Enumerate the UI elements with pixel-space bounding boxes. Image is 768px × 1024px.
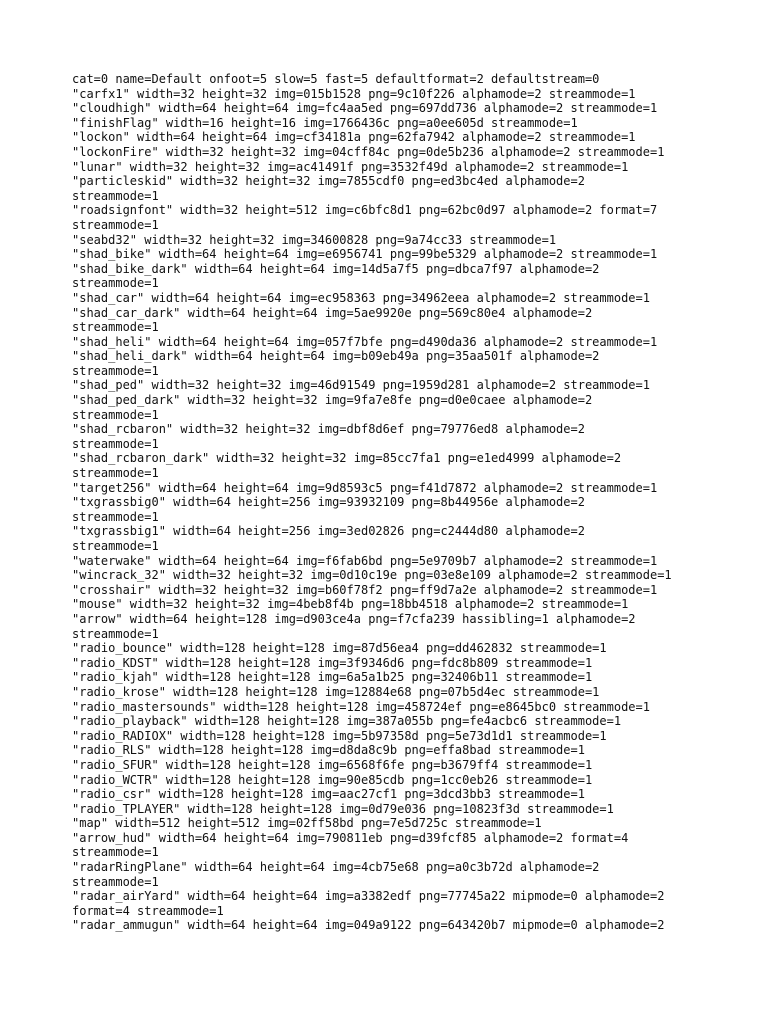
text-line: "radio_krose" width=128 height=128 img=12884e68 png=07b5d4ec streammode=1 xyxy=(72,684,600,699)
text-line: "lunar" width=32 height=32 img=ac41491f png=3532f49d alphamode=2 streammode=1 xyxy=(72,159,629,174)
text-line: streammode=1 xyxy=(72,845,159,860)
text-line: "finishFlag" width=16 height=16 img=1766436c png=a0ee605d streammode=1 xyxy=(72,115,578,130)
text-line: "radio_WCTR" width=128 height=128 img=90e85cdb png=1cc0eb26 streammode=1 xyxy=(72,772,593,787)
text-line: "roadsignfont" width=32 height=512 img=c6bfc8d1 png=62bc0d97 alphamode=2 format=7 xyxy=(72,203,658,218)
text-line: streammode=1 xyxy=(72,363,159,378)
text-line: "shad_bike_dark" width=64 height=64 img=14d5a7f5 png=dbca7f97 alphamode=2 xyxy=(72,261,600,276)
text-line: "target256" width=64 height=64 img=9d8593c5 png=f41d7872 alphamode=2 streammode=1 xyxy=(72,480,658,495)
text-line: "radar_airYard" width=64 height=64 img=a3382edf png=77745a22 mipmode=0 alphamode=2 xyxy=(72,889,665,904)
text-line: "shad_rcbaron_dark" width=32 height=32 img=85cc7fa1 png=e1ed4999 alphamode=2 xyxy=(72,451,622,466)
text-line: "cloudhigh" width=64 height=64 img=fc4aa5ed png=697dd736 alphamode=2 streammode=1 xyxy=(72,101,658,116)
text-line: streammode=1 xyxy=(72,276,159,291)
text-line: "crosshair" width=32 height=32 img=b60f78f2 png=ff9d7a2e alphamode=2 streammode=1 xyxy=(72,582,658,597)
text-line: "shad_ped" width=32 height=32 img=46d91549 png=1959d281 alphamode=2 streammode=1 xyxy=(72,378,650,393)
text-line: "wincrack_32" width=32 height=32 img=0d10c19e png=03e8e109 alphamode=2 streammode=1 xyxy=(72,568,672,583)
text-line: "mouse" width=32 height=32 img=4beb8f4b png=18bb4518 alphamode=2 streammode=1 xyxy=(72,597,629,612)
text-line: "shad_rcbaron" width=32 height=32 img=dbf8d6ef png=79776ed8 alphamode=2 xyxy=(72,422,585,437)
text-line: cat=0 name=Default onfoot=5 slow=5 fast=5 defaultformat=2 defaultstream=0 xyxy=(72,72,600,86)
text-line: streammode=1 xyxy=(72,466,159,481)
document-text xyxy=(72,72,752,933)
text-line: "radarRingPlane" width=64 height=64 img=4cb75e68 png=a0c3b72d alphamode=2 xyxy=(72,860,600,875)
text-line: "radio_kjah" width=128 height=128 img=6a5a1b25 png=32406b11 streammode=1 xyxy=(72,670,593,685)
text-line: streammode=1 xyxy=(72,436,159,451)
text-line: "lockonFire" width=32 height=32 img=04cff84c png=0de5b236 alphamode=2 streammode=1 xyxy=(72,144,665,159)
text-line: "radio_bounce" width=128 height=128 img=87d56ea4 png=dd462832 streammode=1 xyxy=(72,641,607,656)
text-line: "shad_car_dark" width=64 height=64 img=5ae9920e png=569c80e4 alphamode=2 xyxy=(72,305,593,320)
text-line: streammode=1 xyxy=(72,217,159,232)
text-line: streammode=1 xyxy=(72,407,159,422)
text-line: "radio_csr" width=128 height=128 img=aac27cf1 png=3dcd3bb3 streammode=1 xyxy=(72,787,585,802)
text-line: "shad_ped_dark" width=32 height=32 img=9fa7e8fe png=d0e0caee alphamode=2 xyxy=(72,393,593,408)
text-line: format=4 streammode=1 xyxy=(72,903,224,918)
text-line: "arrow_hud" width=64 height=64 img=790811eb png=d39fcf85 alphamode=2 format=4 xyxy=(72,830,629,845)
text-line: "radio_RADIOX" width=128 height=128 img=5b97358d png=5e73d1d1 streammode=1 xyxy=(72,728,607,743)
text-line: "lockon" width=64 height=64 img=cf34181a png=62fa7942 alphamode=2 streammode=1 xyxy=(72,130,636,145)
text-line: "txgrassbig1" width=64 height=256 img=3ed02826 png=c2444d80 alphamode=2 xyxy=(72,524,585,539)
text-line: "txgrassbig0" width=64 height=256 img=93932109 png=8b44956e alphamode=2 xyxy=(72,495,585,510)
text-line: "waterwake" width=64 height=64 img=f6fab6bd png=5e9709b7 alphamode=2 streammode=1 xyxy=(72,553,658,568)
text-line: "seabd32" width=32 height=32 img=34600828 png=9a74cc33 streammode=1 xyxy=(72,232,557,247)
text-line: streammode=1 xyxy=(72,188,159,203)
text-line: "radar_ammugun" width=64 height=64 img=049a9122 png=643420b7 mipmode=0 alphamode=2 xyxy=(72,918,665,933)
text-line: "shad_bike" width=64 height=64 img=e6956741 png=99be5329 alphamode=2 streammode=1 xyxy=(72,247,658,262)
text-line: streammode=1 xyxy=(72,874,159,889)
text-line: "map" width=512 height=512 img=02ff58bd png=7e5d725c streammode=1 xyxy=(72,816,542,831)
text-line: "particleskid" width=32 height=32 img=7855cdf0 png=ed3bc4ed alphamode=2 xyxy=(72,174,585,189)
text-line: streammode=1 xyxy=(72,320,159,335)
text-line: "shad_heli" width=64 height=64 img=057f7bfe png=d490da36 alphamode=2 streammode=1 xyxy=(72,334,658,349)
text-line: "radio_playback" width=128 height=128 img=387a055b png=fe4acbc6 streammode=1 xyxy=(72,714,622,729)
text-line: "radio_TPLAYER" width=128 height=128 img=0d79e036 png=10823f3d streammode=1 xyxy=(72,801,614,816)
text-line: "radio_RLS" width=128 height=128 img=d8da8c9b png=effa8bad streammode=1 xyxy=(72,743,585,758)
text-line: "shad_heli_dark" width=64 height=64 img=b09eb49a png=35aa501f alphamode=2 xyxy=(72,349,600,364)
text-line: "shad_car" width=64 height=64 img=ec958363 png=34962eea alphamode=2 streammode=1 xyxy=(72,290,650,305)
text-line: "radio_KDST" width=128 height=128 img=3f9346d6 png=fdc8b809 streammode=1 xyxy=(72,655,593,670)
text-line: "carfx1" width=32 height=32 img=015b1528 png=9c10f226 alphamode=2 streammode=1 xyxy=(72,86,636,101)
text-line: streammode=1 xyxy=(72,626,159,641)
text-line: streammode=1 xyxy=(72,539,159,553)
text-line: "radio_mastersounds" width=128 height=128 img=458724ef png=e8645bc0 streammode=1 xyxy=(72,699,650,714)
text-line: streammode=1 xyxy=(72,509,159,524)
text-line: "arrow" width=64 height=128 img=d903ce4a png=f7cfa239 hassibling=1 alphamode=2 xyxy=(72,611,636,626)
text-line: "radio_SFUR" width=128 height=128 img=6568f6fe png=b3679ff4 streammode=1 xyxy=(72,757,593,772)
